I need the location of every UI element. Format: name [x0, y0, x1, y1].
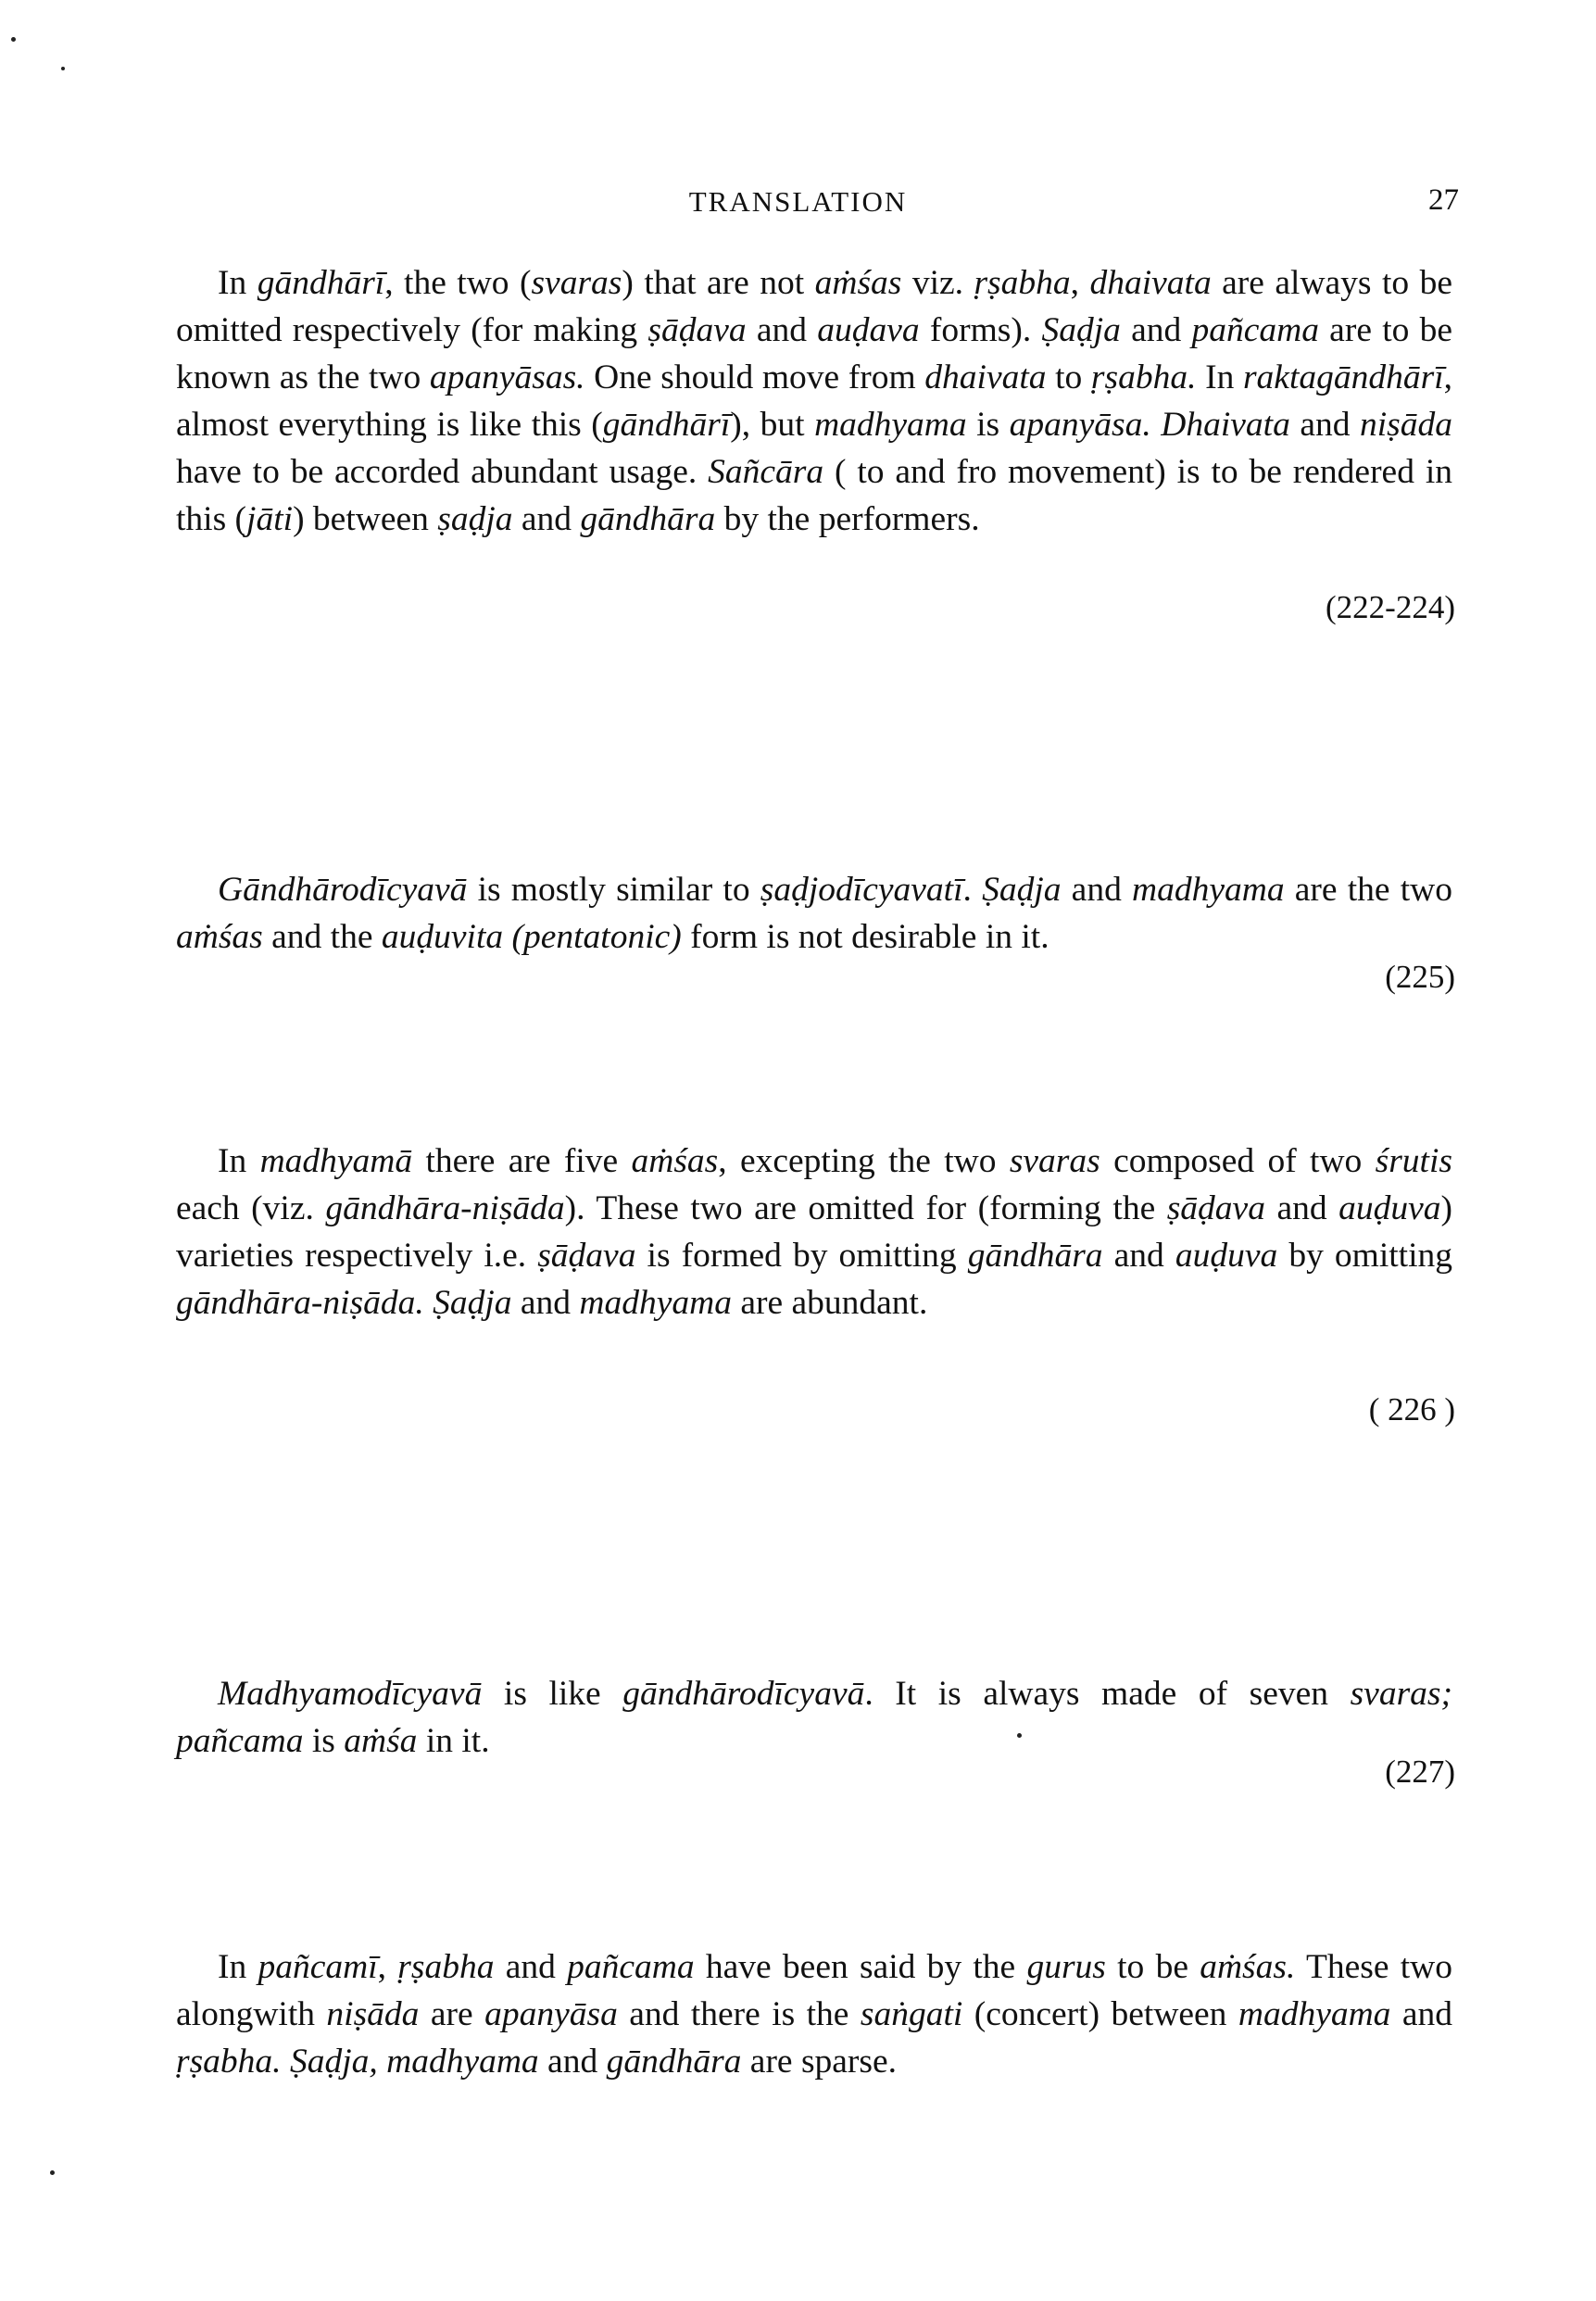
verse-number: (222-224) [1326, 589, 1455, 625]
italic-term: svaras [531, 264, 622, 302]
paragraph-226 [176, 1138, 1452, 1327]
italic-term: gāndhārī [257, 264, 385, 302]
text-run: and [511, 1284, 580, 1322]
text-run: In [218, 1948, 258, 1986]
text-run: by omitting [1277, 1237, 1452, 1275]
italic-term: apanyāsas. [429, 358, 585, 396]
text-run: ) varieties respectively i.e. [176, 1189, 1452, 1275]
text-run: forms). [919, 311, 1042, 349]
italic-term: gāndhāra [967, 1237, 1103, 1275]
text-run: viz. [901, 264, 974, 302]
text-run: One should move from [584, 358, 925, 396]
scan-speck [11, 37, 16, 42]
italic-term: auḍuva [1338, 1189, 1441, 1227]
italic-term: jāti [246, 500, 294, 538]
text-run: is mostly similar to [467, 871, 760, 909]
italic-term: aṁśas [631, 1142, 719, 1180]
text-run: (concert) between [962, 1995, 1238, 2033]
text-run: and there is the [617, 1995, 861, 2033]
text-run: ) between [293, 500, 438, 538]
text-run: in it. [417, 1722, 490, 1760]
scan-speck [61, 67, 65, 70]
text-run: In [1196, 358, 1243, 396]
italic-term: saṅgati [860, 1995, 963, 2033]
italic-term: aṁśas. [1200, 1948, 1296, 1986]
verse-number: (227) [1385, 1754, 1455, 1790]
scan-speck [1017, 1733, 1022, 1738]
italic-term: auḍuvita (pentatonic) [381, 918, 682, 956]
italic-term: apanyāsa [484, 1995, 618, 2033]
text-run: and [1264, 1189, 1339, 1227]
italic-term: Ṣaḍja [982, 871, 1062, 909]
italic-term: madhyamā [259, 1142, 413, 1180]
text-run: each (viz. [176, 1189, 326, 1227]
italic-term: Ṣaḍja [433, 1284, 512, 1322]
text-run: In [218, 264, 258, 302]
italic-term: svaras; [1350, 1675, 1452, 1713]
text-run: , [1070, 264, 1090, 302]
italic-term: auḍava [817, 311, 920, 349]
verse-number: (225) [1385, 959, 1455, 995]
italic-term: ṣāḍava [647, 311, 747, 349]
italic-term: madhyama [1132, 871, 1285, 909]
italic-term: madhyama [579, 1284, 732, 1322]
italic-term: gāndhāra [580, 500, 716, 538]
italic-term: Gāndhārodīcyavā [218, 871, 468, 909]
text-run: are to be known as the two [176, 311, 1452, 396]
text-run: ) that are not [622, 264, 815, 302]
italic-term: madhyama [1238, 1995, 1391, 2033]
text-run: there are five [412, 1142, 632, 1180]
text-run: These two alongwith [176, 1948, 1452, 2033]
page-number: 27 [1428, 183, 1459, 217]
text-run: is formed by omitting [635, 1237, 968, 1275]
text-run: is [303, 1722, 345, 1760]
text-run: and [538, 2043, 607, 2081]
text-run: is like [482, 1675, 623, 1713]
paragraph-225 [176, 866, 1452, 961]
text-run: , excepting the two [718, 1142, 1010, 1180]
text-run: and [1061, 871, 1133, 909]
italic-term: svaras [1009, 1142, 1100, 1180]
paragraph-222-224 [176, 259, 1452, 543]
italic-term: pañcama [176, 1722, 304, 1760]
italic-term: niṣāda [1359, 406, 1452, 444]
text-run: are [419, 1995, 485, 2033]
text-run: and [512, 500, 581, 538]
italic-term: dhaivata [924, 358, 1047, 396]
text-run: have to be accorded abundant usage. [176, 453, 709, 491]
text-run: and [494, 1948, 568, 1986]
italic-term: gāndhāra [606, 2043, 742, 2081]
text-run: and the [262, 918, 382, 956]
italic-term: ṣāḍava [1166, 1189, 1265, 1227]
text-run [282, 2043, 290, 2081]
italic-term: pañcama [567, 1948, 695, 1986]
italic-term: ṛṣabha [397, 1948, 495, 1986]
italic-term: pañcama [1191, 311, 1319, 349]
italic-term: niṣāda [326, 1995, 420, 2033]
text-run: are the two [1284, 871, 1452, 909]
text-run: . [962, 871, 983, 909]
text-run: , [377, 1948, 398, 1986]
italic-term: ṣaḍja [437, 500, 513, 538]
italic-term: ṣāḍava [537, 1237, 636, 1275]
italic-term: aṁśas [814, 264, 902, 302]
text-run: composed of two [1100, 1142, 1376, 1180]
italic-term: ṛṣabha. [176, 2043, 282, 2081]
text-run: and [1102, 1237, 1175, 1275]
text-run: are abundant. [731, 1284, 928, 1322]
text-run: , almost everything is like this ( [176, 358, 1452, 444]
text-run [424, 1284, 433, 1322]
italic-term: ṛṣabha [974, 264, 1071, 302]
italic-term: Madhyamodīcyavā [218, 1675, 483, 1713]
text-run: . It is always made of seven [864, 1675, 1351, 1713]
italic-term: Ṣaḍja [1041, 311, 1121, 349]
paragraph-pancami [176, 1943, 1452, 2085]
text-run: have been said by the [694, 1948, 1027, 1986]
italic-term: gāndhārī [602, 406, 731, 444]
text-run: ), but [730, 406, 815, 444]
running-title: TRANSLATION [688, 185, 908, 218]
italic-term: pañcamī [258, 1948, 378, 1986]
text-run: and [1390, 1995, 1453, 2033]
text-run [1151, 406, 1162, 444]
scan-speck [50, 2170, 55, 2175]
italic-term: gurus [1026, 1948, 1106, 1986]
text-run: and [746, 311, 818, 349]
text-run: is [966, 406, 1010, 444]
text-run: to [1046, 358, 1091, 396]
italic-term: gāndhāra-niṣāda [325, 1189, 565, 1227]
italic-term: Ṣaḍja, madhyama [289, 2043, 539, 2081]
italic-term: Sañcāra [708, 453, 824, 491]
text-run: , the two ( [384, 264, 532, 302]
text-run: to be [1105, 1948, 1200, 1986]
text-run: and [1120, 311, 1192, 349]
italic-term: madhyama [814, 406, 967, 444]
italic-term: gāndhāra-niṣāda. [176, 1284, 424, 1322]
paragraph-227 [176, 1670, 1452, 1765]
italic-term: aṁśa [344, 1722, 418, 1760]
italic-term: dhaivata [1089, 264, 1212, 302]
italic-term: raktagāndhārī [1242, 358, 1444, 396]
verse-number: ( 226 ) [1368, 1391, 1455, 1427]
text-run: ). These two are omitted for (forming the [564, 1189, 1167, 1227]
italic-term: ṛṣabha. [1090, 358, 1197, 396]
italic-term: śrutis [1375, 1142, 1452, 1180]
italic-term: Dhaivata [1161, 406, 1290, 444]
text-run: and [1289, 406, 1360, 444]
text-run: form is not desirable in it. [681, 918, 1049, 956]
italic-term: gāndhārodīcyavā [622, 1675, 865, 1713]
italic-term: aṁśas [176, 918, 263, 956]
italic-term: ṣaḍjodīcyavatī [760, 871, 963, 909]
italic-term: auḍuva [1175, 1237, 1278, 1275]
text-run: by the performers. [715, 500, 980, 538]
text-run: are sparse. [741, 2043, 898, 2081]
text-run: are always to be omitted respectively (for making [176, 264, 1452, 349]
text-run: ( to and fro movement) is to be rendered in this ( [176, 453, 1452, 538]
italic-term: apanyāsa. [1009, 406, 1151, 444]
text-run: In [218, 1142, 260, 1180]
